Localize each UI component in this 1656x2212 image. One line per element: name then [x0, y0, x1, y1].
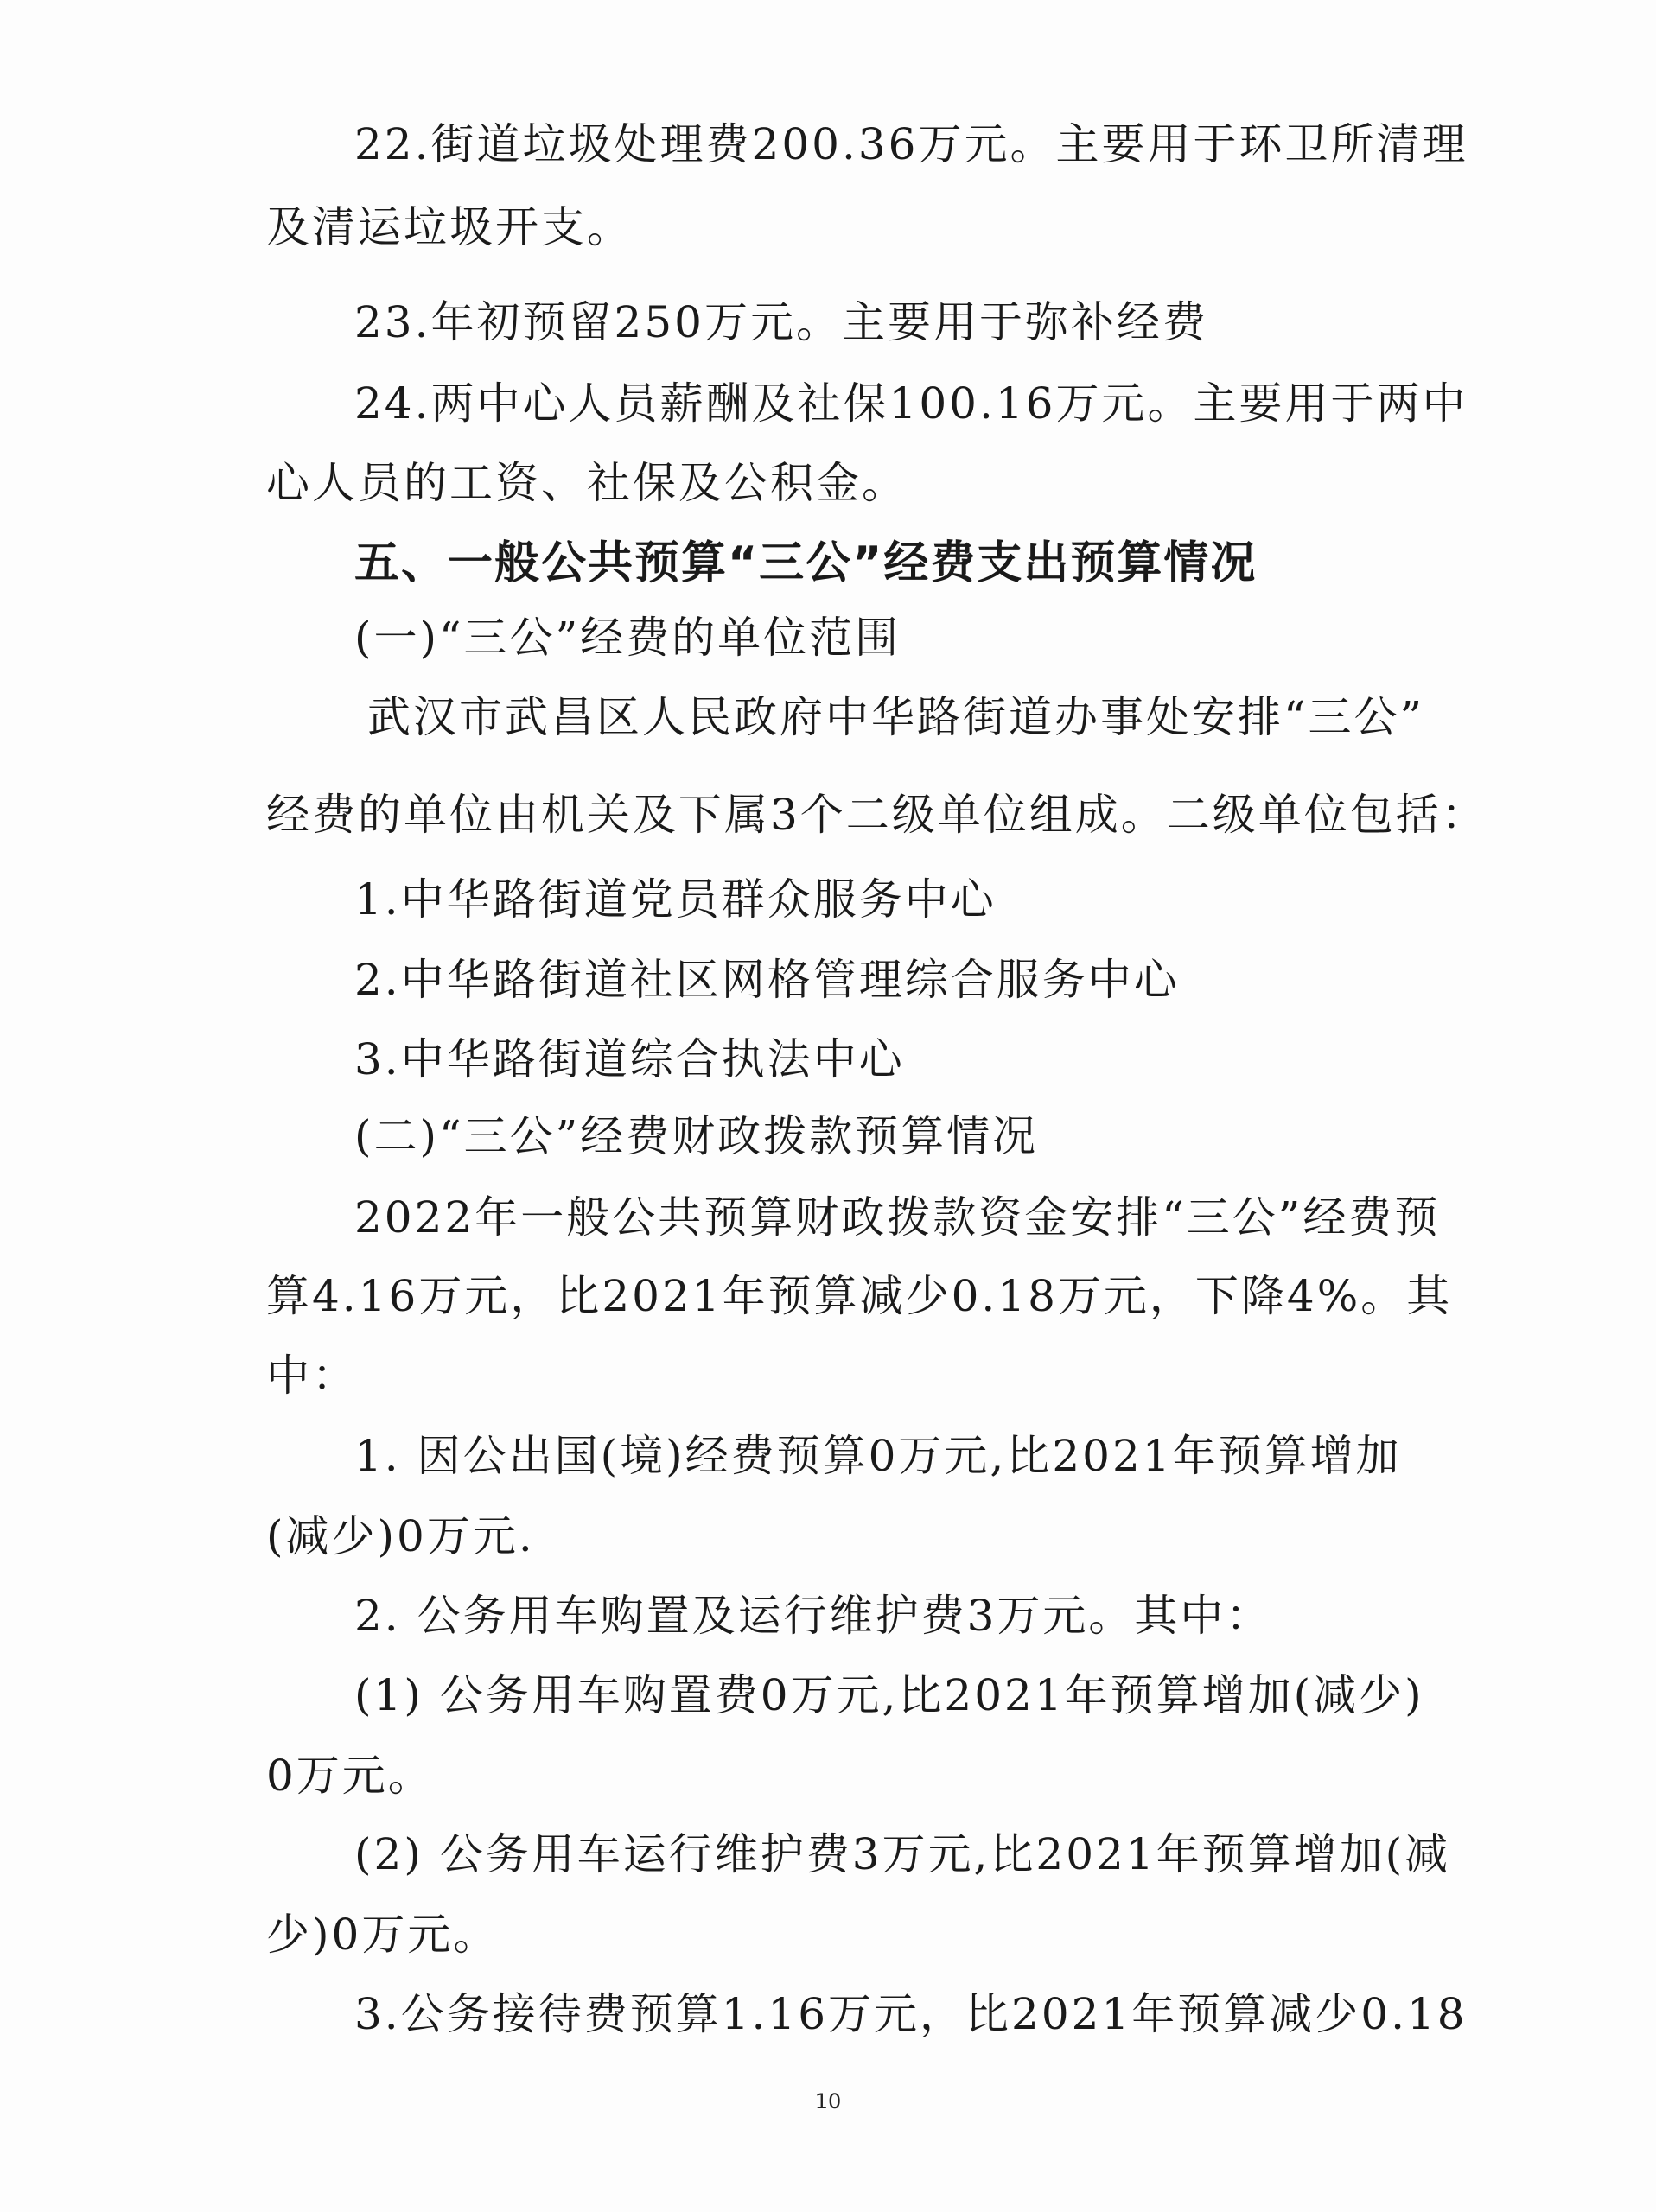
overseas-travel-line-2: (减少)0万元.: [266, 1511, 535, 1561]
item-24-line-2: 心人员的工资、社保及公积金。: [266, 458, 908, 508]
item-24-line-1: 24.两中心人员薪酬及社保100.16万元。主要用于两中: [354, 378, 1468, 429]
reception-expense-line: 3.公务接待费预算1.16万元，比2021年预算减少0.18: [354, 1989, 1468, 2039]
budget-summary-line-2: 算4.16万元，比2021年预算减少0.18万元，下降4%。其: [266, 1271, 1453, 1321]
budget-summary-line-1: 2022年一般公共预算财政拨款资金安排“三公”经费预: [354, 1192, 1441, 1243]
item-22-line-2: 及清运垃圾开支。: [266, 202, 633, 252]
vehicle-maintenance-line-1: (2) 公务用车运行维护费3万元,比2021年预算增加(减: [354, 1829, 1451, 1879]
unit-scope-line-1: 武汉市武昌区人民政府中华路街道办事处安排“三公”: [367, 692, 1425, 742]
vehicle-maintenance-line-2: 少)0万元。: [266, 1910, 500, 1960]
budget-summary-line-3: 中：: [266, 1351, 358, 1401]
section-five-heading: 五、一般公共预算“三公”经费支出预算情况: [354, 537, 1258, 589]
vehicle-purchase-line-2: 0万元。: [266, 1751, 434, 1801]
unit-item-2: 2.中华路街道社区网格管理综合服务中心: [354, 955, 1180, 1005]
unit-item-1: 1.中华路街道党员群众服务中心: [354, 874, 997, 925]
unit-item-3: 3.中华路街道综合执法中心: [354, 1034, 905, 1084]
official-vehicle-line: 2. 公务用车购置及运行维护费3万元。其中：: [354, 1591, 1272, 1641]
subsection-two-heading: (二)“三公”经费财政拨款预算情况: [354, 1111, 1039, 1161]
item-23-line: 23.年初预留250万元。主要用于弥补经费: [354, 297, 1208, 347]
unit-scope-line-2: 经费的单位由机关及下属3个二级单位组成。二级单位包括：: [266, 790, 1487, 840]
vehicle-purchase-line-1: (1) 公务用车购置费0万元,比2021年预算增加(减少): [354, 1670, 1424, 1720]
overseas-travel-line-1: 1. 因公出国(境)经费预算0万元,比2021年预算增加: [354, 1431, 1402, 1481]
subsection-one-heading: (一)“三公”经费的单位范围: [354, 613, 901, 663]
page-number: 10: [814, 2089, 842, 2113]
item-22-line-1: 22.街道垃圾处理费200.36万元。主要用于环卫所清理: [354, 119, 1468, 169]
